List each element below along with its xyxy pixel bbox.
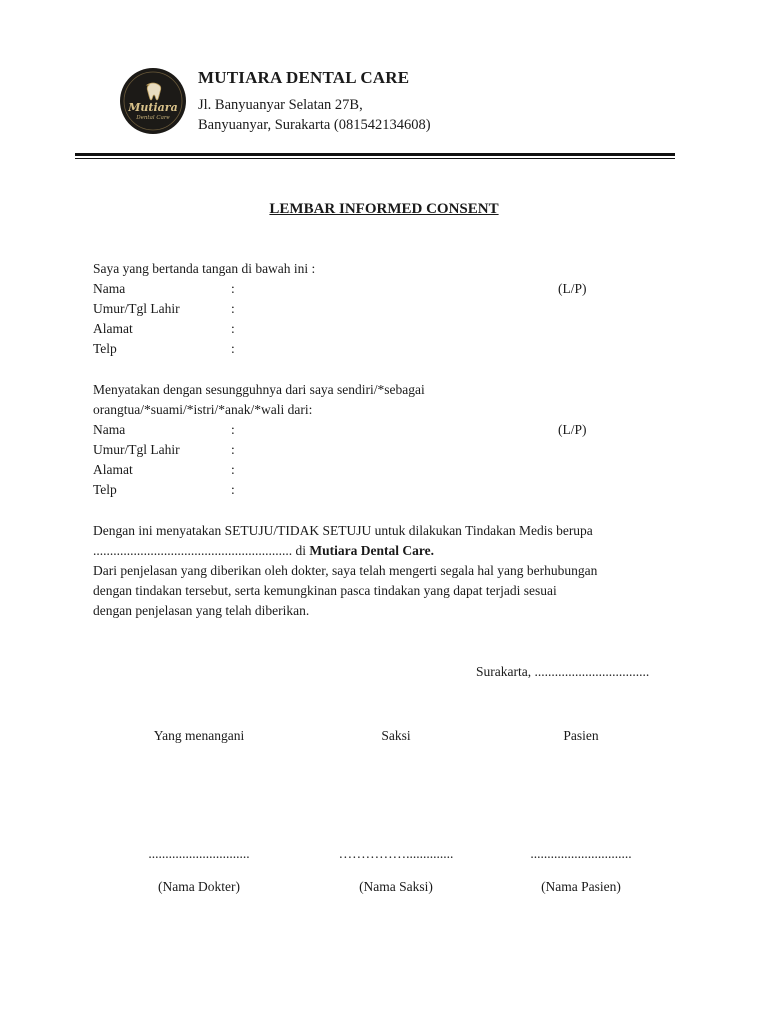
field-colon: :	[231, 321, 235, 336]
clinic-name: MUTIARA DENTAL CARE	[198, 68, 410, 87]
field-colon: :	[231, 442, 235, 457]
signature-name-doctor: (Nama Dokter)	[157, 879, 241, 894]
field-colon: :	[231, 301, 235, 316]
logo-text: Mutiara	[128, 101, 178, 114]
field-label: Alamat	[93, 462, 133, 477]
statement-line5: dengan penjelasan yang telah diberikan.	[93, 603, 310, 618]
document-title-text: LEMBAR INFORMED CONSENT	[269, 201, 499, 217]
field-colon: :	[231, 281, 235, 296]
gender-marker: (L/P)	[558, 281, 587, 296]
field-label: Telp	[93, 341, 117, 356]
signature-role-witness: Saksi	[381, 728, 411, 743]
logo-subtext: Dental Care	[136, 115, 170, 121]
statement-line4: dengan tindakan tersebut, serta kemungkinan pasca tindakan yang dapat terjadi sesuai	[93, 583, 557, 598]
statement-clinic: Mutiara Dental Care.	[309, 543, 434, 558]
signature-name-patient: (Nama Pasien)	[541, 879, 621, 894]
signature-line-patient: ..............................	[530, 846, 632, 861]
field-colon: :	[231, 462, 235, 477]
clinic-address-line1: Jl. Banyuanyar Selatan 27B,	[198, 97, 363, 113]
header-divider	[75, 153, 675, 156]
field-colon: :	[231, 341, 235, 356]
clinic-address-line2: Banyuanyar, Surakarta (081542134608)	[198, 117, 431, 133]
signature-line-doctor: ..............................	[148, 846, 250, 861]
section1-intro: Saya yang bertanda tangan di bawah ini :	[93, 261, 316, 276]
place-date: Surakarta, ..................................	[476, 664, 650, 679]
signature-name-witness: (Nama Saksi)	[359, 879, 433, 894]
clinic-logo	[120, 68, 186, 134]
signature-line-witness: ……………..............	[338, 846, 454, 861]
section2-intro-line2: orangtua/*suami/*istri/*anak/*wali dari:	[93, 402, 313, 417]
section2-intro-line1: Menyatakan dengan sesungguhnya dari saya sendiri/*sebagai	[93, 382, 425, 397]
statement-line2	[93, 543, 434, 559]
header-divider-thin	[75, 158, 675, 159]
field-label: Telp	[93, 482, 117, 497]
field-label: Umur/Tgl Lahir	[93, 442, 180, 457]
field-colon: :	[231, 422, 235, 437]
field-label: Nama	[93, 281, 126, 296]
logo-mark	[120, 68, 186, 134]
statement-line1: Dengan ini menyatakan SETUJU/TIDAK SETUJU untuk dilakukan Tindakan Medis berupa	[93, 523, 593, 538]
statement-dots: ........................................................... di	[93, 543, 310, 558]
field-label: Umur/Tgl Lahir	[93, 301, 180, 316]
field-label: Nama	[93, 422, 126, 437]
statement-line3: Dari penjelasan yang diberikan oleh dokter, saya telah mengerti segala hal yang berhubungan	[93, 563, 598, 578]
field-label: Alamat	[93, 321, 133, 336]
signature-role-patient: Pasien	[563, 728, 599, 743]
document-title	[0, 201, 768, 218]
gender-marker: (L/P)	[558, 422, 587, 437]
signature-role-doctor: Yang menangani	[153, 728, 245, 743]
field-colon: :	[231, 482, 235, 497]
